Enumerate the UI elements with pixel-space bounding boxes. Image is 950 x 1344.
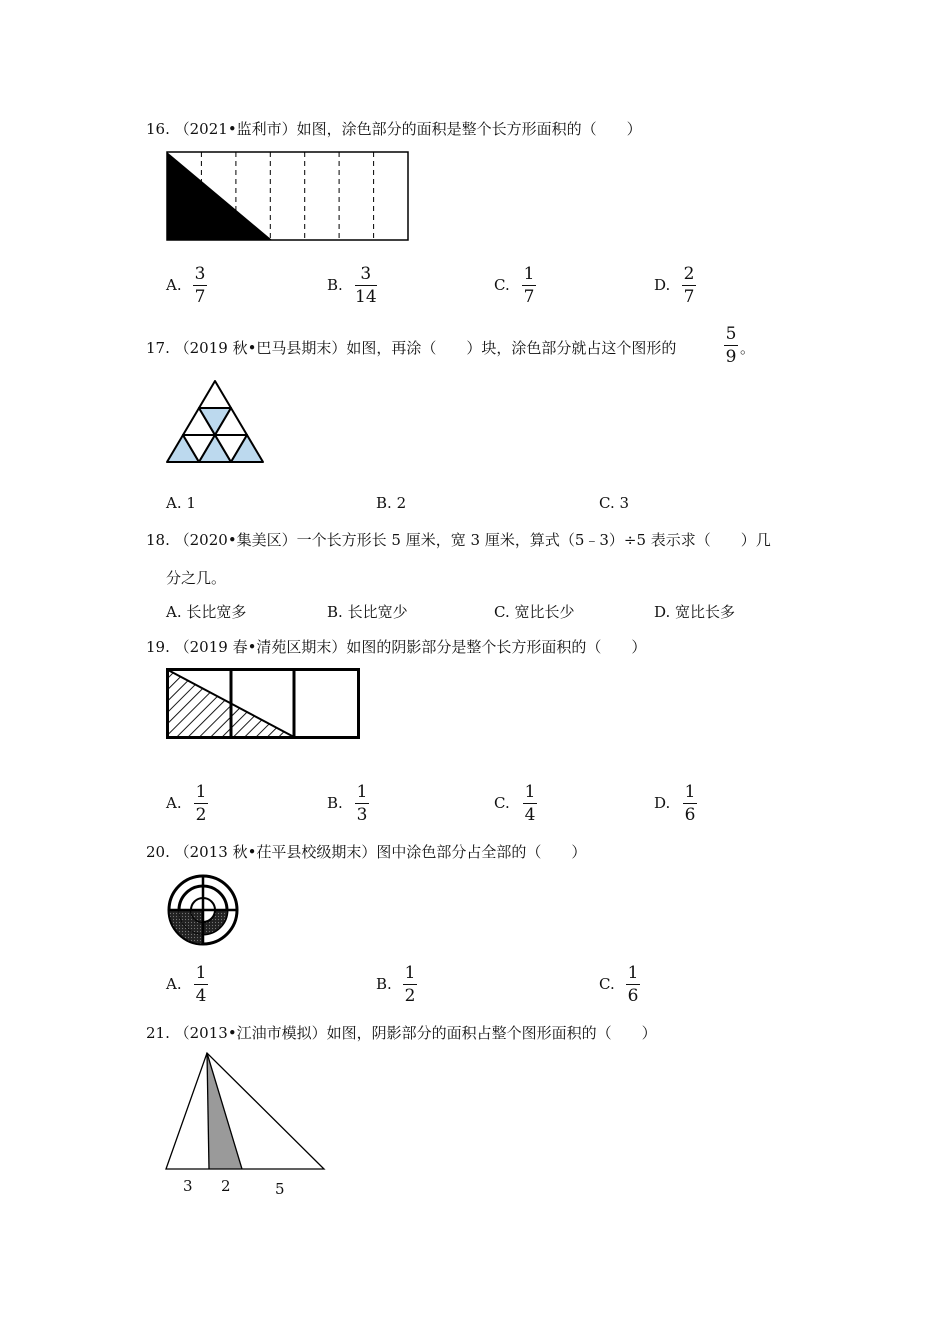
fraction-19-a: 1 2 xyxy=(195,782,207,825)
fraction-19-b: 1 3 xyxy=(356,782,368,825)
option-18-b[interactable]: B. 长比宽少 xyxy=(327,603,408,621)
question-17-end: 。 xyxy=(740,339,756,357)
figure-21-label-2: 2 xyxy=(221,1177,231,1195)
question-17 xyxy=(146,337,676,358)
option-19-a[interactable]: A. xyxy=(166,794,182,812)
figure-17-triangle xyxy=(167,381,265,463)
question-20 xyxy=(146,841,586,862)
option-16-b[interactable]: B. xyxy=(327,276,343,294)
question-text: （2019 春•清苑区期末）如图的阴影部分是整个长方形面积的（ ） xyxy=(174,638,647,656)
fraction-20-b: 1 2 xyxy=(404,963,416,1006)
option-16-a[interactable]: A. xyxy=(166,276,182,294)
option-16-c[interactable]: C. xyxy=(494,276,510,294)
question-number: 20. xyxy=(146,843,170,861)
question-text: （2020•集美区）一个长方形长 5 厘米，宽 3 厘米，算式（5﹣3）÷5 表示求（ ）几 xyxy=(174,531,771,549)
figure-16-rectangle xyxy=(166,151,410,241)
fraction-16-c: 1 7 xyxy=(523,264,535,307)
option-18-a[interactable]: A. 长比宽多 xyxy=(166,603,247,621)
question-19 xyxy=(146,636,646,657)
fraction-16-d: 2 7 xyxy=(683,264,695,307)
figure-21-label-3: 3 xyxy=(183,1177,193,1195)
option-20-a[interactable]: A. xyxy=(166,975,182,993)
question-number: 21. xyxy=(146,1024,170,1042)
fraction-19-d: 1 6 xyxy=(684,782,696,825)
fraction-16-a: 3 7 xyxy=(194,264,206,307)
question-16 xyxy=(146,118,642,139)
question-18-line2: 分之几。 xyxy=(166,569,227,587)
option-18-c[interactable]: C. 宽比长少 xyxy=(494,603,575,621)
question-number: 18. xyxy=(146,531,170,549)
question-text: （2013•江油市模拟）如图，阴影部分的面积占整个图形面积的（ ） xyxy=(174,1024,657,1042)
option-20-b[interactable]: B. xyxy=(376,975,392,993)
option-17-b[interactable]: B. 2 xyxy=(376,494,407,512)
option-17-c[interactable]: C. 3 xyxy=(599,494,630,512)
figure-19-rectangle xyxy=(166,668,361,739)
option-20-c[interactable]: C. xyxy=(599,975,615,993)
option-18-d[interactable]: D. 宽比长多 xyxy=(654,603,736,621)
question-text: （2019 秋•巴马县期末）如图，再涂（ ）块，涂色部分就占这个图形的 xyxy=(174,339,677,357)
fraction-19-c: 1 4 xyxy=(524,782,536,825)
fraction-20-c: 1 6 xyxy=(627,963,639,1006)
question-number: 19. xyxy=(146,638,170,656)
question-text: （2021•监利市）如图，涂色部分的面积是整个长方形面积的（ ） xyxy=(174,120,642,138)
fraction-20-a: 1 4 xyxy=(195,963,207,1006)
question-text: （2013 秋•茌平县校级期末）图中涂色部分占全部的（ ） xyxy=(174,843,587,861)
option-19-c[interactable]: C. xyxy=(494,794,510,812)
option-17-a[interactable]: A. 1 xyxy=(166,494,196,512)
option-19-b[interactable]: B. xyxy=(327,794,343,812)
figure-21-label-5: 5 xyxy=(275,1180,285,1198)
option-16-d[interactable]: D. xyxy=(654,276,671,294)
question-number: 17. xyxy=(146,339,170,357)
question-18 xyxy=(146,529,771,550)
option-19-d[interactable]: D. xyxy=(654,794,671,812)
figure-20-circles xyxy=(166,873,240,947)
fraction-16-b: 3 14 xyxy=(355,264,377,307)
question-number: 16. xyxy=(146,120,170,138)
question-21 xyxy=(146,1022,657,1043)
fraction-17-stem: 5 9 xyxy=(725,324,737,367)
